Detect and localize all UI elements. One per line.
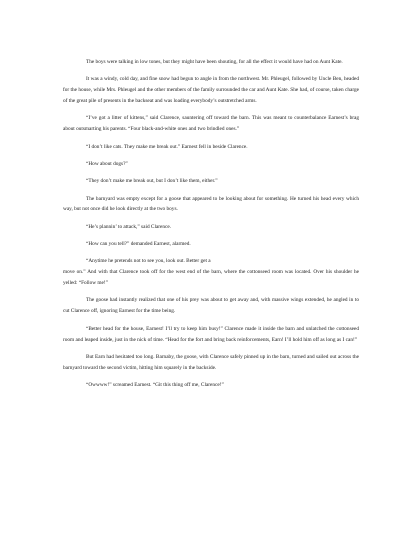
body-text	[63, 57, 359, 397]
paragraph: It was a windy, cold day, and fine snow had begun to angle in from the northwest. Mr. Phleugel, followed by Uncle Ben, headed for the house, while Mrs. Phleugel and the other members of the family surrounded the car and Aunt Kate. She had, of course, taken charge of the great pile of presents in the backseat and was loading everybody’s outstretched arms.	[63, 76, 359, 105]
paragraph: “I’ve got a litter of kittens,” said Clarence, sauntering off toward the barn. This was meant to counterbalance Earnest’s brag about outsmarting his parents. “Four black-and-white ones and two brindled ones.”	[63, 115, 359, 133]
paragraph: The boys were talking in low tones, but they might have been shouting, for all the effect it would have had on Aunt Kate.	[86, 59, 343, 65]
paragraph: “Better head for the house, Earnest! I’ll try to keep him busy!” Clarence made it inside the barn and unlatched the cottonseed room and leaped inside, just in the nick of time. “Head for the fort and bring back reinforcements, Earn! I’ll hold him off as long as I can!”	[63, 325, 359, 343]
paragraph: “He’s plannin’ to attack,” said Clarence.	[86, 223, 172, 230]
paragraph: But Earn had hesitated too long. Barnaby, the goose, with Clarence safely pinned up in the barn, turned and sailed out across the barnyard toward the second victim, hitting him squarely in the backside.	[63, 353, 359, 371]
paragraph: “How about dogs?”	[86, 160, 128, 167]
paragraph: “How can you tell?” demanded Earnest, alarmed.	[86, 241, 191, 247]
paragraph: “Anytime he pretends not to see you, look out. Better get a	[86, 258, 211, 265]
paragraph: “They don’t make me break out, but I don’t like them, either.”	[86, 178, 218, 185]
paragraph: “I don’t like cats. They make me break out.” Earnest fell in beside Clarence.	[86, 143, 248, 150]
paragraph-continuation: move on.” And with that Clarence took off for the west end of the barn, where the cottonseed room was located. Over his shoulder he yelled: “Follow me!”	[63, 269, 359, 287]
paragraph: “Owwww!” screamed Earnest. “Git this thing off me, Clarence!”	[86, 382, 224, 389]
paragraph: The goose had instantly realized that one of his prey was about to get away and, with massive wings extended, he angled in to cut Clarence off, ignoring Earnest for the time being.	[63, 297, 359, 315]
paragraph: The barnyard was empty except for a goose that appeared to be looking about for something. He turned his head every which way, but not once did he look directly at the two boys.	[63, 195, 359, 213]
